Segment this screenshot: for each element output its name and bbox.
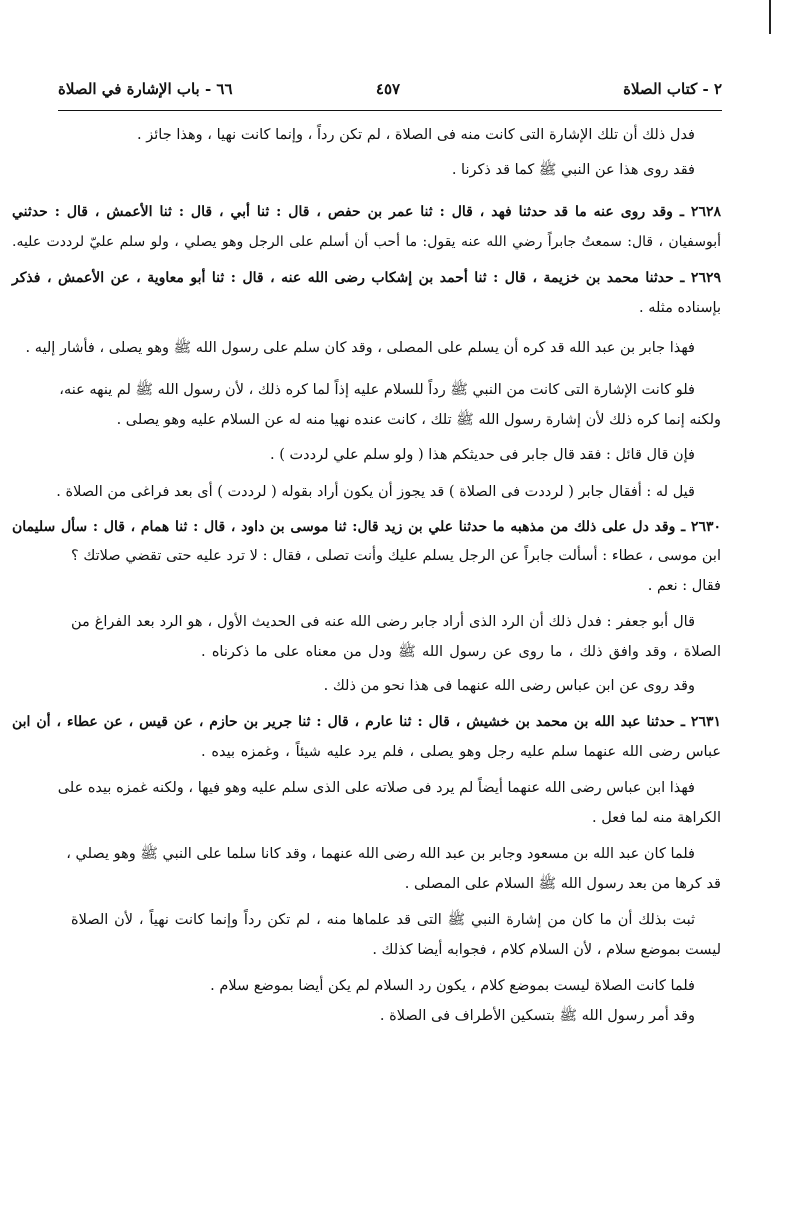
page-header	[58, 74, 722, 110]
text-line: الكراهة منه لما فعل .	[592, 810, 721, 826]
book-title: ٢ - كتاب الصلاة	[623, 80, 722, 98]
hadith-line: ٢٦٣١ ـ حدثنا عبد الله بن محمد بن خشيش ، قال : ثنا عارم ، قال : ثنا جرير بن حازم ، عن قيس ، عن عطاء ، أن ابن	[12, 714, 721, 730]
text-line: وقد روى عن ابن عباس رضى الله عنهما فى هذا نحو من ذلك .	[323, 678, 695, 694]
text-line: فدل ذلك أن تلك الإشارة التى كانت منه فى الصلاة ، لم تكن رداً ، وإنما كانت نهيا ، وهذا جائز .	[137, 127, 695, 143]
text-line: قد كرها من بعد رسول الله ﷺ السلام على المصلى .	[404, 876, 721, 892]
hadith-line: ٢٦٢٨ ـ وقد روى عنه ما قد حدثنا فهد ، قال : ثنا عمر بن حفص ، قال : ثنا أبي ، قال : ثنا الأعمش ، قال : حدثني	[12, 204, 721, 220]
text-line: فهذا ابن عباس رضى الله عنهما أيضاً لم يرد فى صلاته على الذى سلم عليه وهو فيها ، ولكنه غمزه بيده على	[57, 780, 695, 796]
text-line: فهذا جابر بن عبد الله قد كره أن يسلم على المصلى ، وقد كان سلم على رسول الله ﷺ وهو يصلى ، فأشار إليه .	[25, 340, 695, 356]
text-line: الصلاة ، وقد وافق ذلك ، ما روى عن رسول الله ﷺ ودل من معناه على ما ذكرناه .	[201, 644, 721, 660]
text-line: فلو كانت الإشارة التى كانت من النبي ﷺ رداً للسلام عليه إذاً لما كره ذلك ، لأن رسول الله ﷺ لم ينهه عنه،	[59, 382, 695, 398]
hadith-line: ٢٦٢٩ ـ حدثنا محمد بن خزيمة ، قال : ثنا أحمد بن إشكاب رضى الله عنه ، قال : ثنا أبو معاوية ، عن الأعمش ، فذكر	[12, 270, 721, 286]
text-line: أبوسفيان ، قال: سمعتُ جابراً رضي الله عنه يقول: ما أحب أن أسلم على الرجل وهو يصلي ، ولو سلم عليّ لرددت عليه.	[12, 234, 721, 250]
page-number: ٤٥٧	[375, 80, 401, 98]
hadith-line: ٢٦٣٠ ـ وقد دل على ذلك من مذهبه ما حدثنا علي بن زيد قال: ثنا موسى بن داود ، قال : ثنا همام ، قال : سأل سليمان	[12, 519, 721, 535]
text-line: بإسناده مثله .	[639, 300, 721, 316]
page-corner-mark	[769, 0, 779, 34]
text-line: فقال : نعم .	[647, 578, 721, 594]
text-line: ولكنه إنما كره ذلك لأن إشارة رسول الله ﷺ تلك ، كانت عنده نهيا منه له عن السلام عليه وهو يصلى .	[116, 412, 721, 428]
chapter-title: ٦٦ - باب الإشارة في الصلاة	[58, 80, 233, 98]
text-line: ثبت بذلك أن ما كان من إشارة النبي ﷺ التى قد علماها منه ، لم تكن رداً وإنما كانت نهياً ، لأن الصلاة	[71, 912, 695, 928]
text-line: فقد روى هذا عن النبي ﷺ كما قد ذكرنا .	[451, 162, 695, 178]
text-line: فلما كانت الصلاة ليست بموضع كلام ، يكون رد السلام لم يكن أيضا بموضع سلام .	[210, 978, 695, 994]
text-line: قال أبو جعفر : فدل ذلك أن الرد الذى أراد جابر رضى الله عنه فى الحديث الأول ، هو الرد بعد الفراغ من	[71, 614, 695, 630]
header-rule	[58, 110, 722, 111]
text-line: ليست بموضع سلام ، لأن السلام كلام ، فجوابه أيضا كذلك .	[372, 942, 721, 958]
text-line: وقد أمر رسول الله ﷺ بتسكين الأطراف فى الصلاة .	[379, 1008, 695, 1024]
text-line: ابن موسى ، عطاء : أسألت جابراً عن الرجل يسلم عليك وأنت تصلى ، فقال : لا ترد عليه حتى تقضي صلاتك ؟	[71, 548, 721, 564]
text-line: فلما كان عبد الله بن مسعود وجابر بن عبد الله رضى الله عنهما ، وقد كانا سلما على النبي ﷺ وهو يصلي ،	[66, 846, 695, 862]
text-line: عباس رضى الله عنهما سلم عليه رجل وهو يصلى ، فلم يرد عليه شيئاً ، وغمزه بيده .	[201, 744, 721, 760]
text-line: قيل له : أفقال جابر ( لرددت فى الصلاة ) قد يجوز أن يكون أراد بقوله ( لرددت ) أى بعد فراغى من الصلاة .	[56, 484, 695, 500]
text-line: فإن قال قائل : فقد قال جابر فى حديثكم هذا ( ولو سلم علي لرددت ) .	[270, 447, 695, 463]
